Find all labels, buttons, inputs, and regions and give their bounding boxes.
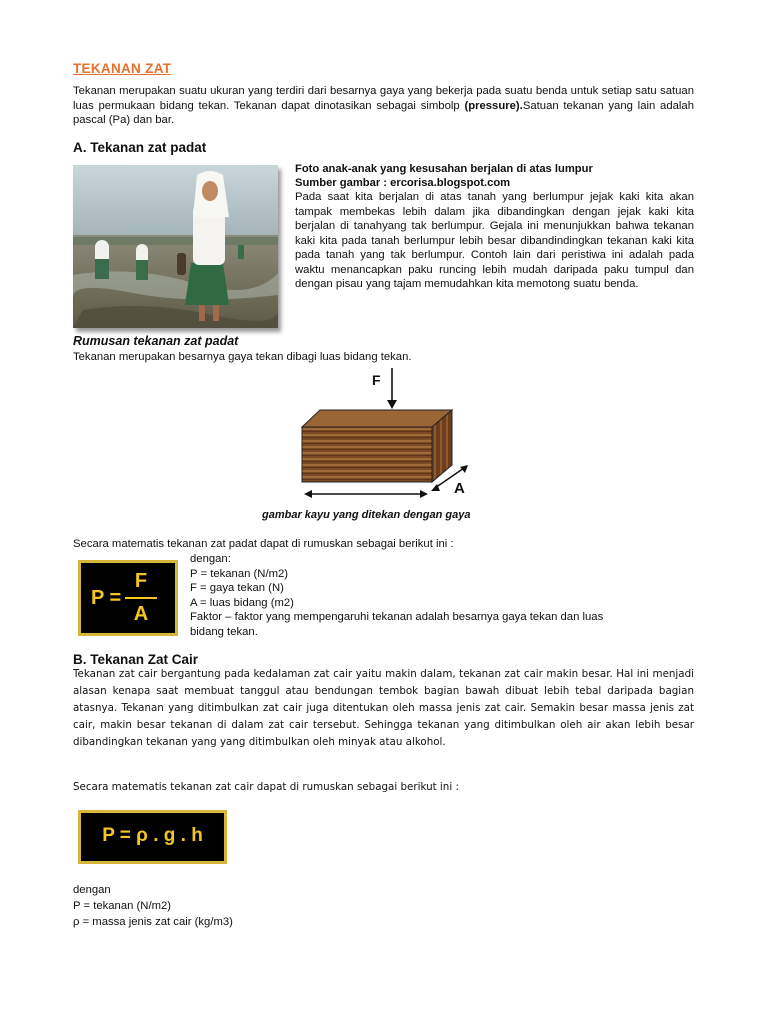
photo-paragraph: Pada saat kita berjalan di atas tanah yang berlumpur jejak kaki kita akan tampak membekas lebih dalam jika dibandingkan dengan jejak kaki kita berjalan di tanahyang tak berlumpur. Gejala ini menunjukkan bahwa tekanan kaki kita pada tanah berlumpur lebih besar dibandindingkan tekanan kaki kita pada tanah yang tak berlumpur. Contoh lain dari peristiwa ini adalah pada waktu menancapkan paku runcing lebih mudah daripada paku tumpul dan dengan pisau yang tajam memudahkan kita memotong suatu benda. [295,191,694,290]
diagram-caption: gambar kayu yang ditekan dengan gaya [262,509,471,521]
solid-formula-subheading: Rumusan tekanan zat padat [73,334,239,348]
area-label: A [454,480,465,497]
legend-line: F = gaya tekan (N) [190,582,284,594]
legend-line: dengan [73,884,111,896]
photo-caption-title: Foto anak-anak yang kesusahan berjalan di atas lumpur [295,163,593,175]
legend-line: dengan: [190,553,231,565]
intro-text-2: Satuan tekanan yang lain adalah pascal (Pa) dan bar. [73,99,694,126]
page-title: TEKANAN ZAT [73,61,172,76]
solid-math-intro: Secara matematis tekanan zat padat dapat di rumuskan sebagai berikut ini : [73,538,454,550]
legend-line: P = tekanan (N/m2) [73,900,172,912]
intro-paragraph [73,84,694,128]
legend-line: ρ = massa jenis zat cair (kg/m3) [73,916,233,928]
force-label: F [372,372,381,388]
formula-lhs: P = [91,587,122,609]
liquid-pressure-paragraph: Tekanan zat cair bergantung pada kedalaman zat cair yaitu makin dalam, tekanan zat cair makin besar. Hal ini menjadi alasan kenapa saat membuat tanggul atau bendungan tembok bagian bawah dibuat lebih tebal daripada bagian atasnya. Tekanan yang ditimbulkan zat cair juga ditentukan oleh massa jenis zat cair. Semakin besar massa jenis zat cair, makin besar tekanan di dalam zat cair tersebut. Sehingga tekanan yang ditimbulkan oleh air akan lebih besar dibandingkan tekanan yang yang ditimbulkan oleh minyak atau alkohol. [73,668,694,748]
liquid-formula-legend [73,882,233,930]
intro-bold: (pressure). [464,99,523,112]
legend-line: A = luas bidang (m2) [190,596,294,609]
formula-denominator: A [133,603,149,625]
liquid-formula-text: P = ρ . g . h [102,825,203,846]
legend-line: Faktor – faktor yang mempengaruhi tekanan adalah besarnya gaya tekan dan luas [190,611,604,623]
liquid-pressure-formula [78,810,227,864]
formula-numerator: F [134,570,148,592]
solid-formula-intro: Tekanan merupakan besarnya gaya tekan dibagi luas bidang tekan. [73,351,412,363]
solid-formula-legend [190,552,700,639]
students-mud-photo [73,165,278,328]
legend-line: bidang tekan. [190,625,258,638]
wood-block-diagram [290,368,490,508]
section-b-heading: B. Tekanan Zat Cair [73,652,199,667]
legend-line: P = tekanan (N/m2) [190,567,289,580]
intro-text-1: Tekanan merupakan suatu ukuran yang terdiri dari besarnya gaya yang bekerja pada suatu benda untuk setiap satu satuan luas permukaan bidang tekan. Tekanan dapat dinotasikan sebagai simbolp [73,85,694,112]
photo-caption-source: Sumber gambar : ercorisa.blogspot.com [295,177,511,189]
fraction-bar [125,597,157,599]
section-a-heading: A. Tekanan zat padat [73,140,207,155]
liquid-math-intro: Secara matematis tekanan zat cair dapat di rumuskan sebagai berikut ini : [73,781,459,793]
solid-pressure-formula [78,560,178,636]
